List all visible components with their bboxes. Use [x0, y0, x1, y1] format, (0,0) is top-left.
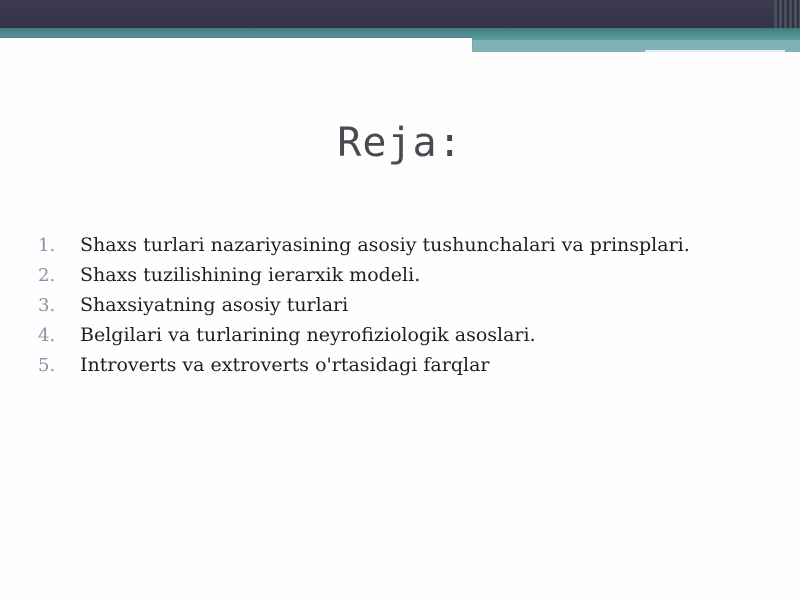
list-item-text: Shaxsiyatning asosiy turlari	[80, 294, 349, 316]
list-item-number: 4.	[38, 325, 56, 346]
list-item	[38, 264, 778, 294]
content-tab	[0, 38, 472, 52]
header-bar-texture	[774, 0, 800, 28]
list-item-number: 5.	[38, 355, 56, 376]
list-item	[38, 294, 778, 324]
slide-title: Reja:	[337, 120, 463, 166]
list-item-number: 3.	[38, 295, 56, 316]
accent-line	[645, 50, 785, 52]
list-item	[38, 354, 778, 384]
list-item-text: Introverts va extroverts o'rtasidagi farqlar	[80, 354, 490, 376]
list-item-number: 1.	[38, 235, 56, 256]
list-item	[38, 324, 778, 354]
list-item	[38, 234, 778, 264]
list-item-number: 2.	[38, 265, 56, 286]
header-bar	[0, 0, 800, 28]
list-item-text: Shaxs tuzilishining ierarxik modeli.	[80, 264, 421, 286]
agenda-list	[38, 234, 778, 384]
list-item-text: Belgilari va turlarining neyrofiziologik asoslari.	[80, 324, 536, 346]
list-item-text: Shaxs turlari nazariyasining asosiy tushunchalari va prinsplari.	[80, 234, 690, 256]
